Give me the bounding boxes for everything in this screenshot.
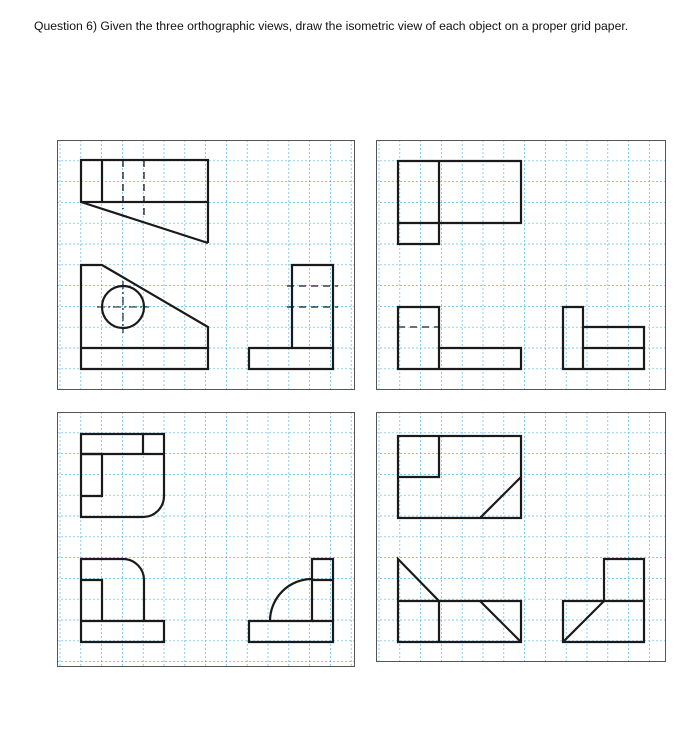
side-view [563,307,644,369]
front-view [81,265,208,369]
grid-panel-2 [376,140,666,390]
top-view [81,160,208,243]
grid-lines [57,412,355,667]
grid-panel-1 [57,140,355,390]
front-view [398,559,521,642]
top-view [398,436,521,518]
side-view [249,559,333,642]
front-view [398,307,521,369]
grid-panel-3 [57,412,355,667]
question-text: Question 6) Given the three orthographic views, draw the isometric view of each object on a proper grid paper. [34,19,629,33]
side-view [249,265,338,369]
side-view [563,559,644,642]
grid-panel-4 [376,412,666,662]
